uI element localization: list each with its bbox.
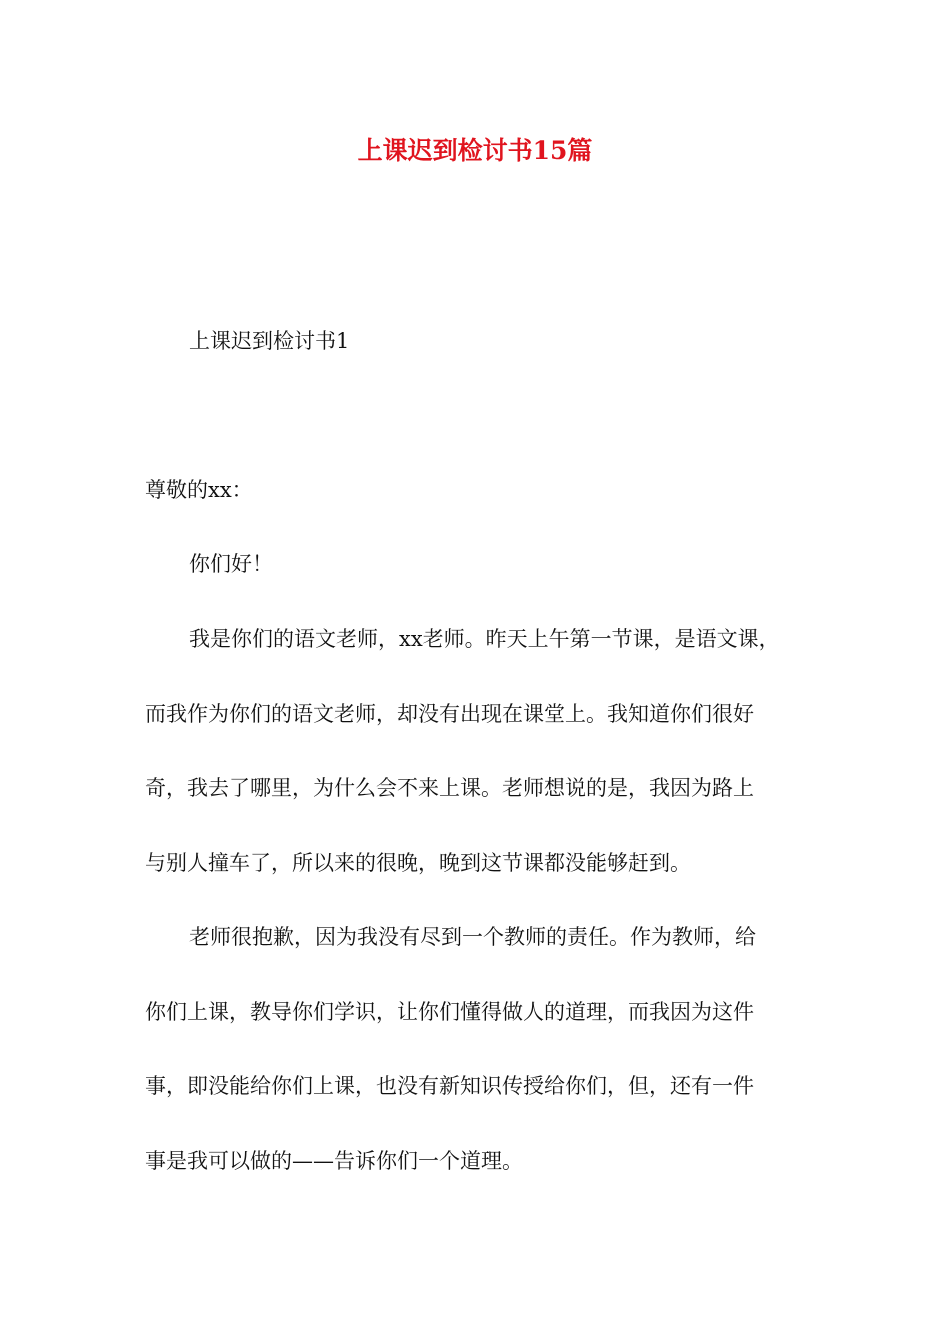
salutation: 尊敬的xx： bbox=[145, 478, 253, 502]
paragraph-line: 事是我可以做的——告诉你们一个道理。 bbox=[145, 1149, 523, 1173]
paragraph-line: 与别人撞车了，所以来的很晚，晚到这节课都没能够赶到。 bbox=[145, 851, 691, 875]
section-heading: 上课迟到检讨书1 bbox=[189, 329, 350, 353]
paragraph-line: 我是你们的语文老师，xx老师。昨天上午第一节课，是语文课， bbox=[189, 627, 780, 651]
paragraph-line: 而我作为你们的语文老师，却没有出现在课堂上。我知道你们很好 bbox=[145, 702, 754, 726]
paragraph-line: 老师很抱歉，因为我没有尽到一个教师的责任。作为教师，给 bbox=[189, 925, 756, 949]
paragraph-line: 奇，我去了哪里，为什么会不来上课。老师想说的是，我因为路上 bbox=[145, 776, 754, 800]
paragraph-line: 你们上课，教导你们学识，让你们懂得做人的道理，而我因为这件 bbox=[145, 1000, 754, 1024]
greeting: 你们好！ bbox=[189, 552, 273, 576]
document-title: 上课迟到检讨书15篇 bbox=[357, 136, 593, 165]
paragraph-line: 事，即没能给你们上课，也没有新知识传授给你们，但，还有一件 bbox=[145, 1074, 754, 1098]
